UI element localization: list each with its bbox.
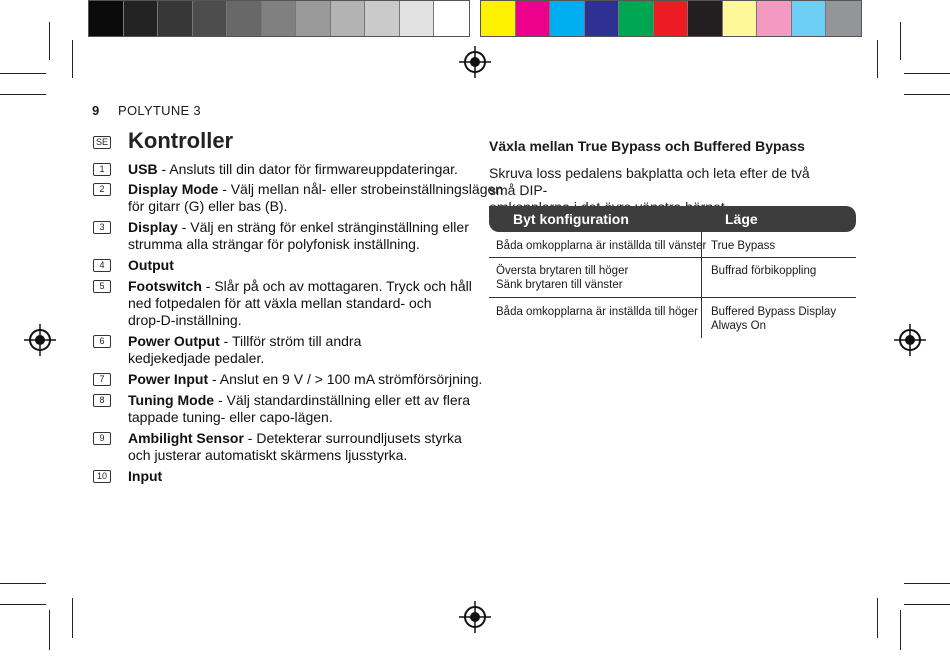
item-number: 2 <box>93 183 111 196</box>
color-swatch <box>193 1 228 36</box>
item-text: drop-D-inställning. <box>128 312 242 328</box>
table-row-divider <box>489 257 856 258</box>
color-swatch <box>723 1 758 36</box>
item-number: 6 <box>93 335 111 348</box>
item-number: 5 <box>93 280 111 293</box>
color-swatch <box>654 1 689 36</box>
column-header-configuration: Byt konfiguration <box>513 211 629 227</box>
item-label: Ambilight Sensor <box>128 430 244 446</box>
registration-mark-bottom <box>459 601 491 633</box>
color-swatch <box>331 1 366 36</box>
item-text: - Välj en sträng för enkel stränginställning eller <box>177 219 469 235</box>
table-cell-config <box>496 264 628 292</box>
list-item <box>128 468 162 485</box>
section-heading: Kontroller <box>128 128 234 153</box>
grayscale-color-bar <box>88 0 470 37</box>
item-label: Input <box>128 468 163 484</box>
item-text: - Välj mellan nål- eller strobeinställningslägen <box>218 181 504 197</box>
item-label: Tuning Mode <box>128 392 215 408</box>
item-text: ned fotpedalen för att växla mellan standard- och <box>128 295 432 311</box>
color-swatch <box>550 1 585 36</box>
list-item <box>128 181 503 215</box>
list-item <box>128 430 462 464</box>
color-swatch <box>826 1 861 36</box>
table-cell-mode: Buffrad förbikoppling <box>711 265 817 277</box>
table-cell-line: Always On <box>711 320 766 332</box>
color-swatch <box>481 1 516 36</box>
color-swatch <box>688 1 723 36</box>
item-label: Display <box>128 219 178 235</box>
item-number: 3 <box>93 221 111 234</box>
column-header-mode: Läge <box>725 211 758 227</box>
color-swatch <box>757 1 792 36</box>
item-text: - Tillför ström till andra <box>219 333 362 349</box>
color-swatch <box>262 1 297 36</box>
item-text: - Välj standardinställning eller ett av flera <box>214 392 471 408</box>
color-swatch <box>365 1 400 36</box>
table-cell-line: Buffered Bypass Display <box>711 306 837 318</box>
item-text: strumma alla strängar för polyfonisk inställning. <box>128 236 420 252</box>
item-text: - Slår på och av mottagaren. Tryck och håll <box>201 278 472 294</box>
item-text: tappade tuning- eller capo-lägen. <box>128 409 333 425</box>
item-number: 8 <box>93 394 111 407</box>
color-swatch <box>296 1 331 36</box>
page-number: 9 <box>92 103 100 118</box>
registration-mark-top <box>459 46 491 78</box>
registration-mark-right <box>894 324 926 356</box>
registration-mark-left <box>24 324 56 356</box>
color-swatch <box>400 1 435 36</box>
table-cell-config: Båda omkopplarna är inställda till vänster <box>496 240 707 252</box>
list-item <box>128 161 458 178</box>
color-swatch <box>124 1 159 36</box>
item-label: USB <box>128 161 158 177</box>
item-label: Footswitch <box>128 278 202 294</box>
table-cell-mode: True Bypass <box>711 240 776 252</box>
list-item <box>128 278 472 329</box>
instruction-line: Skruva loss pedalens bakplatta och leta efter de två små DIP- <box>489 165 810 198</box>
item-label: Power Output <box>128 333 220 349</box>
item-label: Display Mode <box>128 181 219 197</box>
bypass-heading: Växla mellan True Bypass och Buffered Bypass <box>489 138 805 154</box>
item-text: kedjekedjade pedaler. <box>128 350 265 366</box>
list-item <box>128 371 482 388</box>
item-text: - Anslut en 9 V / > 100 mA strömförsörjning. <box>208 371 483 387</box>
color-swatch <box>619 1 654 36</box>
color-swatch <box>89 1 124 36</box>
item-text: - Detekterar surroundljusets styrka <box>243 430 462 446</box>
table-cell-line: Översta brytaren till höger <box>496 265 629 277</box>
item-number: 4 <box>93 259 111 272</box>
item-number: 7 <box>93 373 111 386</box>
item-number: 10 <box>93 470 111 483</box>
color-swatch <box>585 1 620 36</box>
table-cell-line: Sänk brytaren till vänster <box>496 279 623 291</box>
item-text: - Ansluts till din dator för firmwareuppdateringar. <box>157 161 458 177</box>
item-number: 1 <box>93 163 111 176</box>
color-swatch <box>792 1 827 36</box>
color-swatch <box>434 1 469 36</box>
color-swatch <box>158 1 193 36</box>
language-tag: SE <box>93 136 111 149</box>
list-item <box>128 257 174 274</box>
list-item <box>128 392 470 426</box>
item-text: och justerar automatiskt skärmens ljusstyrka. <box>128 447 408 463</box>
table-header <box>489 206 856 232</box>
table-cell-config: Båda omkopplarna är inställda till höger <box>496 306 699 318</box>
color-calibration-bar <box>480 0 862 37</box>
item-number: 9 <box>93 432 111 445</box>
item-text: för gitarr (G) eller bas (B). <box>128 198 288 214</box>
color-swatch <box>516 1 551 36</box>
item-label: Output <box>128 257 174 273</box>
item-label: Power Input <box>128 371 209 387</box>
list-item <box>128 333 361 367</box>
table-row-divider <box>489 297 856 298</box>
list-item <box>128 219 469 253</box>
page-header-title: POLYTUNE 3 <box>118 103 201 118</box>
table-cell-mode <box>711 305 836 333</box>
color-swatch <box>227 1 262 36</box>
